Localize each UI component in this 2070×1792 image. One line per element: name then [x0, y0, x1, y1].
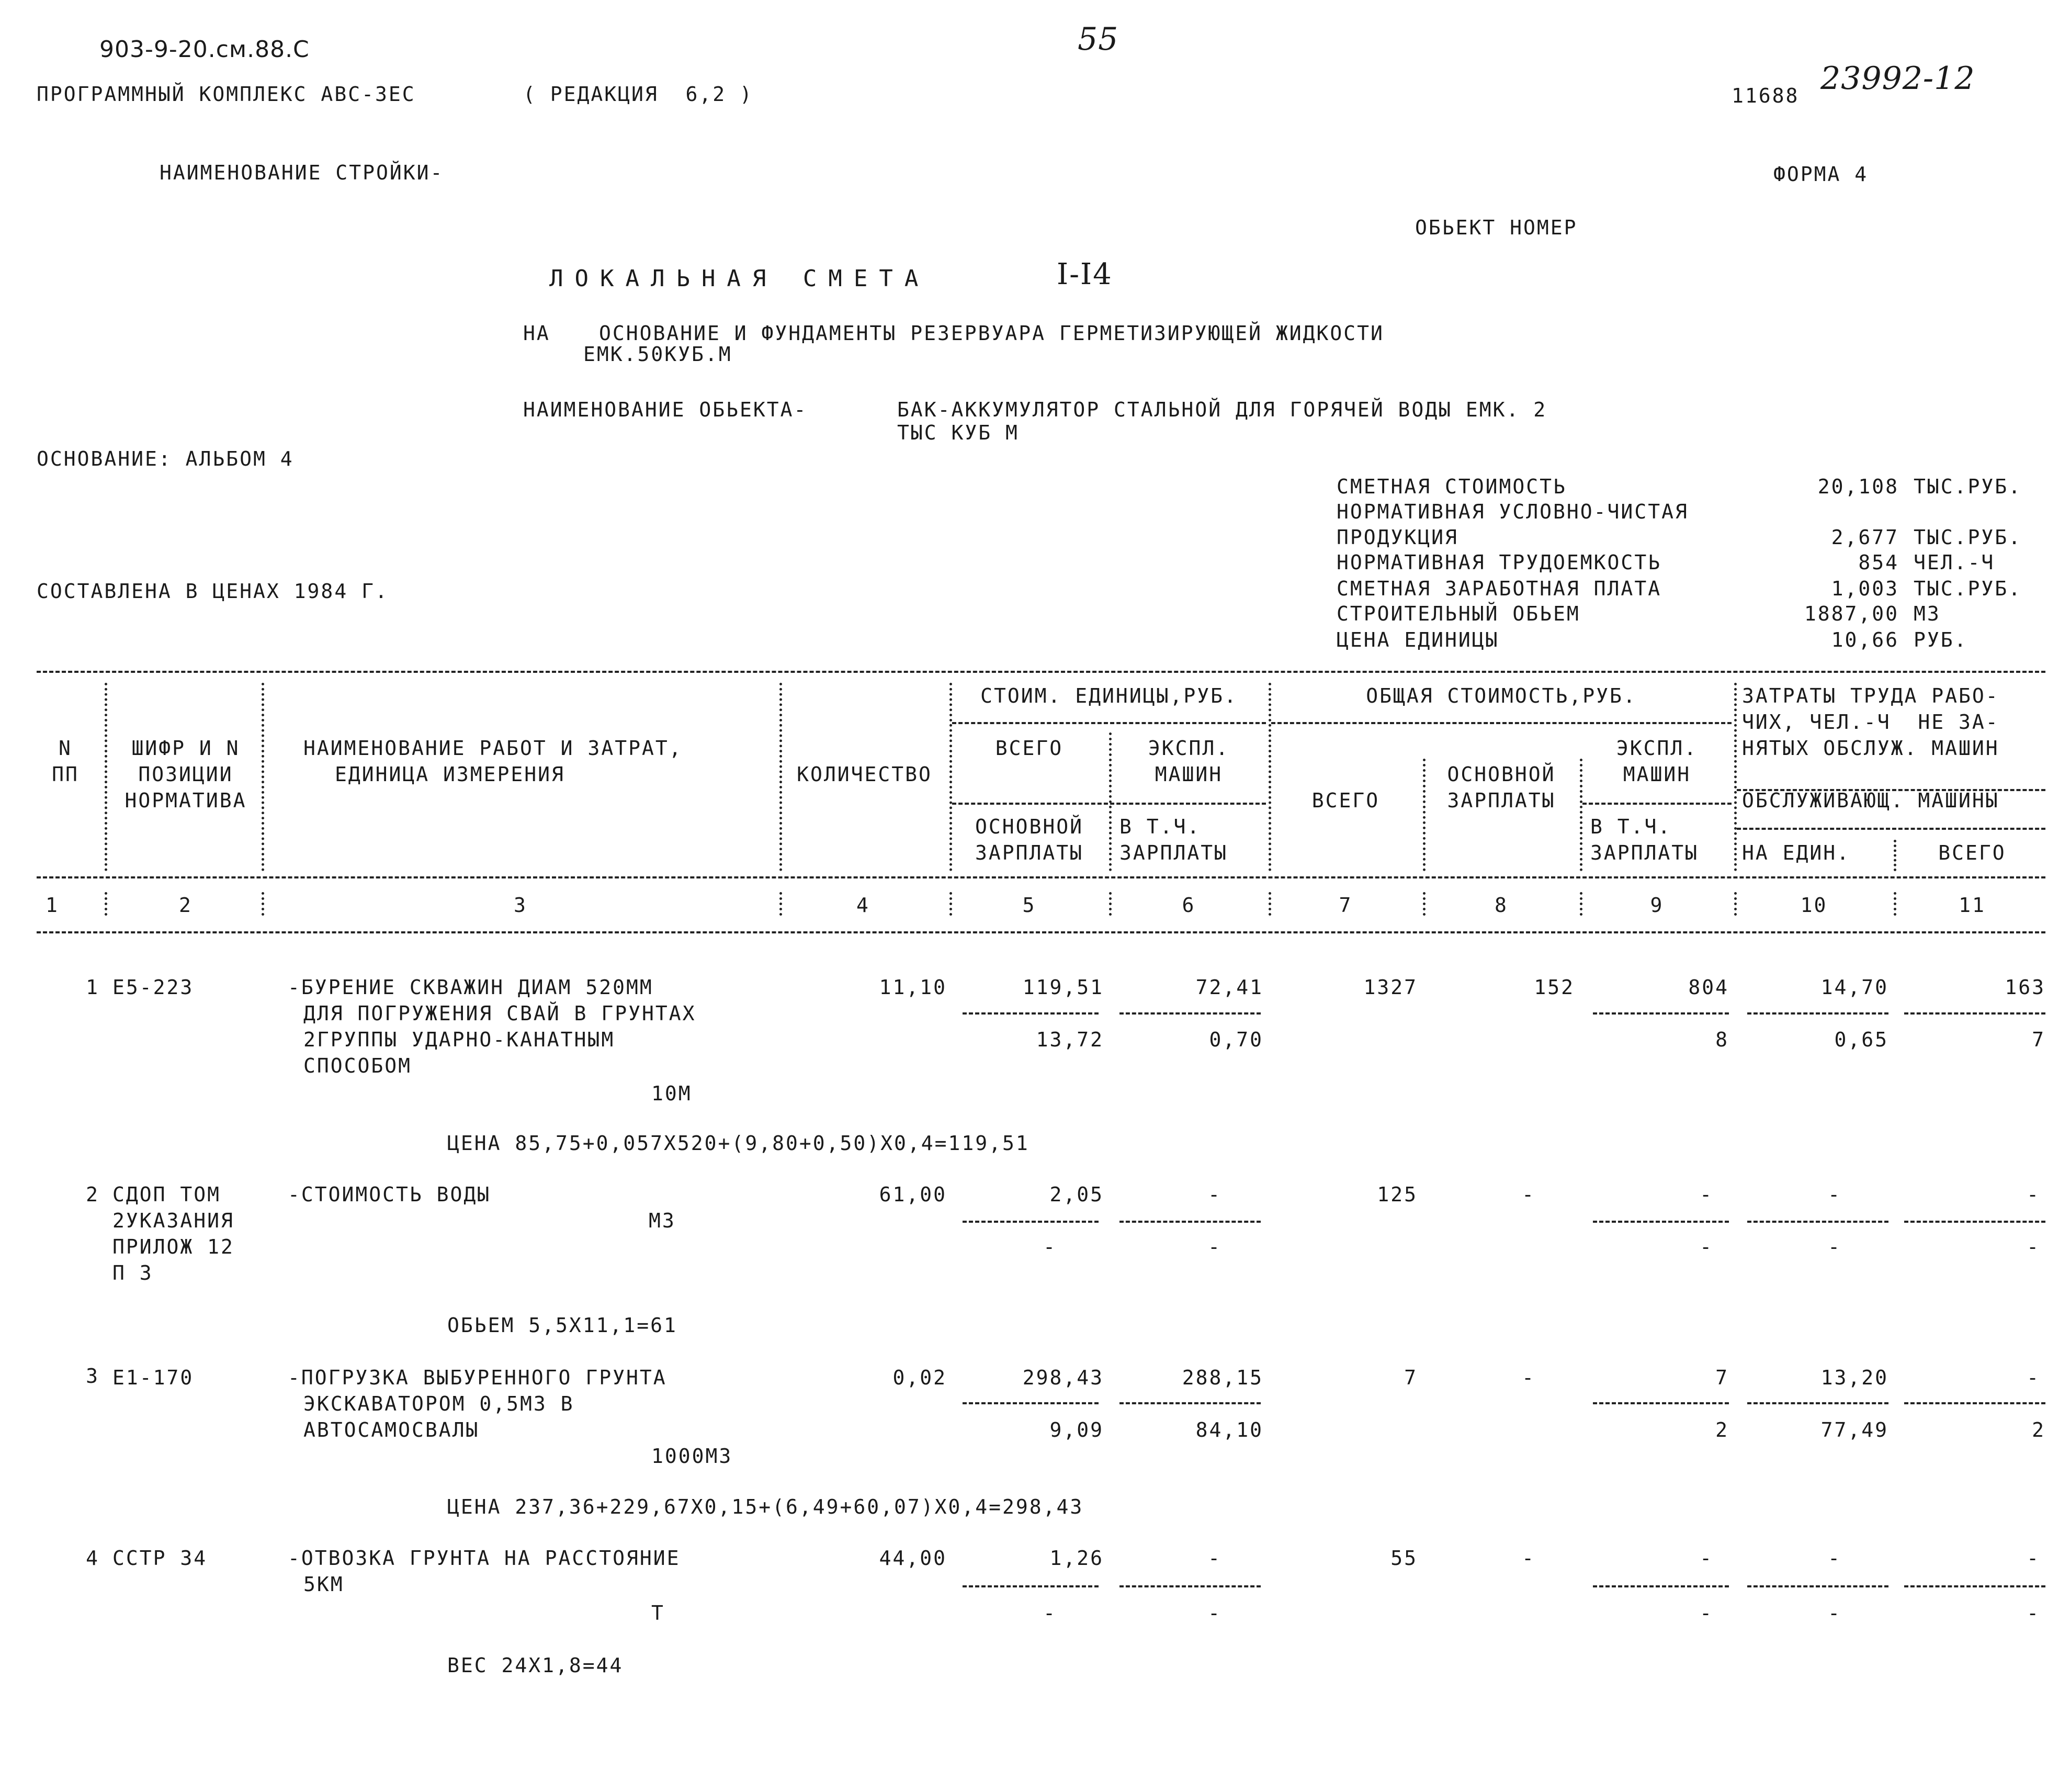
cell-divider: [1593, 1221, 1729, 1223]
cell-divider: [1747, 1012, 1888, 1015]
cell-divider: [963, 1585, 1099, 1587]
prices-note: СОСТАВЛЕНА В ЦЕНАХ 1984 Г.: [37, 580, 389, 603]
row-name: -БУРЕНИЕ СКВАЖИН ДИАМ 520ММ: [288, 976, 653, 999]
row-labor-total-machine: -: [2027, 1602, 2040, 1625]
column-separator: [105, 892, 107, 916]
object-name-line1: БАК-АККУМУЛЯТОР СТАЛЬНОЙ ДЛЯ ГОРЯЧЕЙ ВОДЫ ЕМК. 2: [897, 398, 1547, 421]
column-number: 6: [1182, 894, 1196, 917]
row-labor-unit-machine: -: [1828, 1235, 1841, 1258]
col-unit-wage-header: ОСНОВНОЙ: [975, 815, 1084, 838]
cell-divider: [1593, 1402, 1729, 1404]
col-labor-total-header: ВСЕГО: [1938, 841, 2006, 864]
row-labor-total-machine: -: [2027, 1235, 2040, 1258]
row-code: СДОП ТОМ: [112, 1183, 221, 1206]
row-unit: 10М: [651, 1082, 692, 1105]
row-number: 2: [86, 1183, 99, 1206]
page-number: 55: [1078, 21, 1119, 58]
column-number: 11: [1959, 894, 1986, 917]
col-total-machine-header: ЭКСПЛ.: [1616, 737, 1698, 760]
row-number: 3: [86, 1365, 99, 1388]
row-unit-machine: 72,41: [1195, 976, 1263, 999]
row-labor-total: -: [2027, 1183, 2040, 1206]
row-labor-unit-machine: 77,49: [1820, 1418, 1888, 1441]
header-sub-rule: [952, 803, 1266, 805]
row-total-wage: -: [1522, 1183, 1535, 1206]
row-quantity: 11,10: [879, 976, 947, 999]
cell-divider: [1119, 1402, 1261, 1404]
estimate-code: I-I4: [1057, 257, 1113, 291]
row-unit: М3: [649, 1209, 676, 1232]
for-description-line2: ЕМК.50КУБ.М: [583, 343, 732, 366]
row-total-wage: -: [1522, 1547, 1535, 1570]
row-quantity: 0,02: [892, 1366, 947, 1389]
header-sub-rule: [1271, 722, 1732, 724]
row-labor-total: -: [2027, 1366, 2040, 1389]
col-unit-machine-wage-header: В Т.Ч.: [1119, 815, 1201, 838]
col-unit-total-header: ВСЕГО: [995, 737, 1064, 760]
summary-unit: ТЫС.РУБ.: [1914, 475, 2022, 498]
column-separator: [262, 892, 264, 916]
row-total-wage: 152: [1534, 976, 1575, 999]
column-number: 8: [1495, 894, 1508, 917]
column-separator: [779, 892, 782, 916]
row-unit-wage: -: [1043, 1602, 1057, 1625]
row-code: ПРИЛОЖ 12: [112, 1235, 234, 1258]
column-separator: [105, 683, 107, 871]
cell-divider: [1593, 1585, 1729, 1587]
row-labor-total: -: [2027, 1547, 2040, 1570]
col-total-header: ВСЕГО: [1311, 789, 1380, 812]
row-total-machine-wage: -: [1700, 1235, 1713, 1258]
row-unit-total: 2,05: [1049, 1183, 1104, 1206]
col-total-machine-wage-header: ЗАРПЛАТЫ: [1590, 841, 1699, 864]
program-name: ПРОГРАММНЫЙ КОМПЛЕКС АВС-3ЕС: [37, 83, 416, 106]
labor-group-header: ЧИХ, ЧЕЛ.-Ч НЕ ЗА-: [1742, 711, 1999, 734]
row-labor-unit: -: [1828, 1547, 1841, 1570]
col-name-header: ЕДИНИЦА ИЗМЕРЕНИЯ: [335, 763, 565, 786]
summary-unit: ТЫС.РУБ.: [1914, 577, 2022, 600]
cell-divider: [1904, 1585, 2045, 1587]
row-labor-unit: 13,20: [1820, 1366, 1888, 1389]
row-code: Е1-170: [112, 1366, 194, 1389]
row-labor-total: 163: [2005, 976, 2045, 999]
for-label: НА: [523, 322, 550, 345]
cell-divider: [1904, 1402, 2045, 1404]
document-number-handwritten: 23992-12: [1820, 60, 1975, 97]
cell-divider: [963, 1402, 1099, 1404]
row-name: -ПОГРУЗКА ВЫБУРЕННОГО ГРУНТА: [288, 1366, 667, 1389]
unit-cost-group-header: СТОИМ. ЕДИНИЦЫ,РУБ.: [980, 684, 1238, 707]
row-total-machine-wage: -: [1700, 1602, 1713, 1625]
object-name-label: НАИМЕНОВАНИЕ ОБЬЕКТА-: [523, 398, 808, 421]
summary-value: 2,677: [1831, 526, 1899, 549]
row-total-machine-wage: 8: [1715, 1028, 1729, 1051]
col-n-header: ПП: [52, 763, 79, 786]
program-edition: ( РЕДАКЦИЯ 6,2 ): [523, 83, 753, 106]
document-title: ЛОКАЛЬНАЯ СМЕТА: [549, 265, 930, 292]
column-number: 7: [1339, 894, 1353, 917]
row-name: АВТОСАМОСВАЛЫ: [303, 1418, 480, 1441]
summary-value: 20,108: [1817, 475, 1899, 498]
row-code: ССТР 34: [112, 1547, 208, 1570]
summary-value: 1,003: [1831, 577, 1899, 600]
col-code-header: ПОЗИЦИИ: [138, 763, 233, 786]
row-number: 1: [86, 976, 99, 999]
row-unit-wage: 13,72: [1036, 1028, 1104, 1051]
cell-divider: [1747, 1221, 1888, 1223]
col-total-wage-header: ЗАРПЛАТЫ: [1447, 789, 1556, 812]
summary-label: СТРОИТЕЛЬНЫЙ ОБЬЕМ: [1337, 602, 1580, 625]
col-total-machine-header: МАШИН: [1623, 763, 1691, 786]
row-unit-total: 1,26: [1049, 1547, 1104, 1570]
summary-label: НОРМАТИВНАЯ УСЛОВНО-ЧИСТАЯ: [1337, 500, 1689, 523]
column-separator: [1269, 683, 1271, 871]
header-sub-rule: [1737, 828, 2045, 830]
row-labor-unit-machine: 0,65: [1834, 1028, 1888, 1051]
row-unit-machine-wage: 0,70: [1209, 1028, 1263, 1051]
summary-label: СМЕТНАЯ СТОИМОСТЬ: [1337, 475, 1567, 498]
column-separator: [1894, 892, 1896, 916]
object-name-line2: ТЫС КУБ М: [897, 421, 1019, 444]
header-bottom-rule: [37, 876, 2045, 878]
summary-value: 854: [1858, 551, 1899, 574]
column-separator: [949, 892, 952, 916]
column-number: 1: [46, 894, 59, 917]
total-cost-group-header: ОБЩАЯ СТОИМОСТЬ,РУБ.: [1366, 684, 1637, 707]
summary-value: 1887,00: [1804, 602, 1899, 625]
row-code: 2УКАЗАНИЯ: [112, 1209, 234, 1232]
column-number: 5: [1022, 894, 1036, 917]
row-name: 5КМ: [303, 1573, 344, 1596]
row-total-machine-wage: 2: [1715, 1418, 1729, 1441]
row-unit: Т: [651, 1602, 665, 1625]
row-unit-machine-wage: -: [1208, 1602, 1221, 1625]
col-code-header: ШИФР И N: [131, 737, 240, 760]
row-code: П 3: [112, 1261, 153, 1284]
row-total-machine: -: [1700, 1183, 1713, 1206]
object-number-label: ОБЬЕКТ НОМЕР: [1415, 216, 1578, 239]
construction-name-label: НАИМЕНОВАНИЕ СТРОЙКИ-: [160, 161, 444, 184]
column-number: 10: [1800, 894, 1828, 917]
row-name: СПОСОБОМ: [303, 1054, 412, 1077]
col-unit-machine-header: МАШИН: [1155, 763, 1223, 786]
row-total: 125: [1377, 1183, 1418, 1206]
summary-unit: ТЫС.РУБ.: [1914, 526, 2022, 549]
cell-divider: [1747, 1402, 1888, 1404]
header-sub-rule: [952, 722, 1266, 724]
row-unit-machine: 288,15: [1182, 1366, 1263, 1389]
for-description-line1: ОСНОВАНИЕ И ФУНДАМЕНТЫ РЕЗЕРВУАРА ГЕРМЕТИЗИРУЮЩЕЙ ЖИДКОСТИ: [599, 322, 1384, 345]
row-unit-wage: -: [1043, 1235, 1057, 1258]
cell-divider: [1119, 1012, 1261, 1015]
row-total: 55: [1390, 1547, 1418, 1570]
row-total-wage: -: [1522, 1366, 1535, 1389]
column-number: 2: [179, 894, 193, 917]
column-numbers-bottom-rule: [37, 931, 2045, 933]
row-unit-total: 119,51: [1022, 976, 1104, 999]
column-separator: [1894, 840, 1896, 871]
cell-divider: [1904, 1221, 2045, 1223]
summary-unit: М3: [1914, 602, 1941, 625]
row-labor-total-machine: 7: [2032, 1028, 2045, 1051]
row-name: ДЛЯ ПОГРУЖЕНИЯ СВАЙ В ГРУНТАХ: [303, 1002, 696, 1025]
column-number: 4: [856, 894, 870, 917]
row-number: 4: [86, 1547, 99, 1570]
row-code: Е5-223: [112, 976, 194, 999]
row-total: 1327: [1363, 976, 1418, 999]
row-calculation-note: ВЕС 24Х1,8=44: [447, 1654, 624, 1677]
col-total-machine-wage-header: В Т.Ч.: [1590, 815, 1672, 838]
column-separator: [1734, 892, 1737, 916]
row-unit-machine-wage: 84,10: [1195, 1418, 1263, 1441]
cell-divider: [1119, 1585, 1261, 1587]
col-n-header: N: [59, 737, 72, 760]
summary-value: 10,66: [1831, 628, 1899, 651]
row-calculation-note: ЦЕНА 237,36+229,67Х0,15+(6,49+60,07)Х0,4=298,43: [447, 1495, 1084, 1518]
document-number: 11688: [1732, 84, 1800, 107]
col-unit-machine-wage-header: ЗАРПЛАТЫ: [1119, 841, 1228, 864]
row-name: ЭКСКАВАТОРОМ 0,5М3 В: [303, 1392, 574, 1415]
row-unit-machine-wage: -: [1208, 1235, 1221, 1258]
column-separator: [262, 683, 264, 871]
col-code-header: НОРМАТИВА: [125, 789, 247, 812]
cell-divider: [1747, 1585, 1888, 1587]
summary-label: СМЕТНАЯ ЗАРАБОТНАЯ ПЛАТА: [1337, 577, 1662, 600]
cell-divider: [963, 1221, 1099, 1223]
col-unit-wage-header: ЗАРПЛАТЫ: [975, 841, 1084, 864]
summary-label: ЦЕНА ЕДИНИЦЫ: [1337, 628, 1499, 651]
cell-divider: [1593, 1012, 1729, 1015]
row-unit-total: 298,43: [1022, 1366, 1104, 1389]
row-labor-unit: 14,70: [1820, 976, 1888, 999]
document-code: 903-9-20.см.88.С: [99, 36, 310, 63]
summary-unit: РУБ.: [1914, 628, 1968, 651]
col-name-header: НАИМЕНОВАНИЕ РАБОТ И ЗАТРАТ,: [303, 737, 683, 760]
row-unit-machine: -: [1208, 1547, 1221, 1570]
row-name: -ОТВОЗКА ГРУНТА НА РАССТОЯНИЕ: [288, 1547, 681, 1570]
summary-label: НОРМАТИВНАЯ ТРУДОЕМКОСТЬ: [1337, 551, 1662, 574]
labor-group-header: НЯТЫХ ОБСЛУЖ. МАШИН: [1742, 737, 1999, 760]
row-name: -СТОИМОСТЬ ВОДЫ: [288, 1183, 491, 1206]
column-separator: [1109, 892, 1112, 916]
row-total: 7: [1404, 1366, 1418, 1389]
row-unit: 1000М3: [651, 1445, 733, 1468]
column-number: 3: [514, 894, 527, 917]
row-unit-machine: -: [1208, 1183, 1221, 1206]
column-separator: [1580, 892, 1582, 916]
row-quantity: 44,00: [879, 1547, 947, 1570]
labor-group-header: ЗАТРАТЫ ТРУДА РАБО-: [1742, 684, 1999, 707]
row-calculation-note: ЦЕНА 85,75+0,057Х520+(9,80+0,50)Х0,4=119,51: [447, 1132, 1030, 1155]
row-quantity: 61,00: [879, 1183, 947, 1206]
cell-divider: [1119, 1221, 1261, 1223]
summary-label: ПРОДУКЦИЯ: [1337, 526, 1458, 549]
column-separator: [1423, 892, 1426, 916]
cell-divider: [963, 1012, 1099, 1015]
col-total-wage-header: ОСНОВНОЙ: [1447, 763, 1556, 786]
col-labor-unit-header: НА ЕДИН.: [1742, 841, 1851, 864]
row-unit-wage: 9,09: [1049, 1418, 1104, 1441]
summary-unit: ЧЕЛ.-Ч: [1914, 551, 1995, 574]
row-total-machine: 7: [1715, 1366, 1729, 1389]
table-top-rule: [37, 671, 2045, 673]
cell-divider: [1904, 1012, 2045, 1015]
row-labor-unit-machine: -: [1828, 1602, 1841, 1625]
col-quantity-header: КОЛИЧЕСТВО: [797, 763, 932, 786]
column-separator: [1269, 892, 1271, 916]
row-name: 2ГРУППЫ УДАРНО-КАНАТНЫМ: [303, 1028, 615, 1051]
basis-note: ОСНОВАНИЕ: АЛЬБОМ 4: [37, 447, 294, 470]
row-calculation-note: ОБЬЕМ 5,5Х11,1=61: [447, 1314, 677, 1337]
row-total-machine: -: [1700, 1547, 1713, 1570]
row-total-machine: 804: [1688, 976, 1729, 999]
labor-machine-header: ОБСЛУЖИВАЮЩ. МАШИНЫ: [1742, 789, 1999, 812]
column-number: 9: [1650, 894, 1664, 917]
col-unit-machine-header: ЭКСПЛ.: [1148, 737, 1230, 760]
row-labor-total-machine: 2: [2032, 1418, 2045, 1441]
header-sub-rule: [1582, 803, 1732, 805]
row-labor-unit: -: [1828, 1183, 1841, 1206]
form-number: ФОРМА 4: [1773, 163, 1869, 186]
column-separator: [1734, 683, 1737, 871]
